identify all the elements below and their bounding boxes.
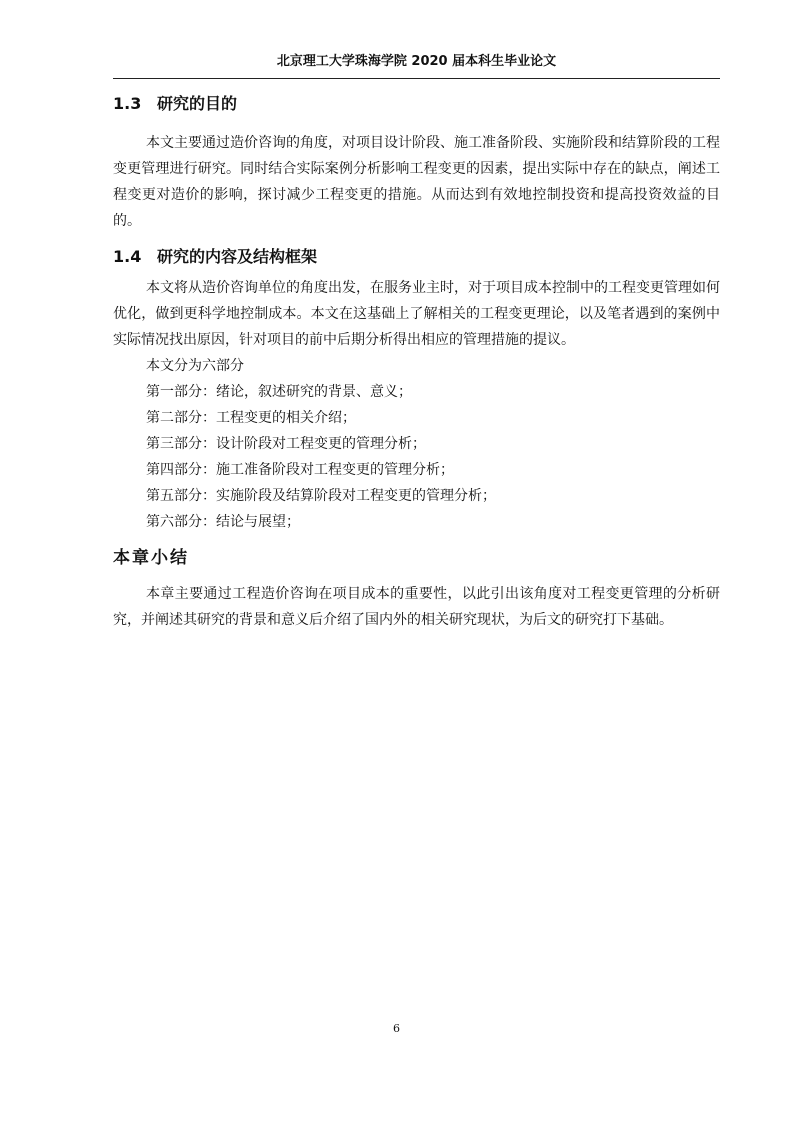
- list-item: 第三部分：设计阶段对工程变更的管理分析；: [146, 436, 426, 452]
- page-content: [113, 92, 720, 633]
- section-title: 研究的目的: [157, 94, 238, 113]
- section-paragraph: 本文主要通过造价咨询的角度，对项目设计阶段、施工准备阶段、实施阶段和结算阶段的工程变更管理进行研究。同时结合实际案例分析影响工程变更的因素，提出实际中存在的缺点，阐述工程变更对造价的影响，探讨减少工程变更的措施。从而达到有效地控制投资和提高投资效益的目的。: [113, 135, 720, 229]
- list-item: 第二部分：工程变更的相关介绍；: [146, 410, 356, 426]
- chapter-summary-heading: 本章小结: [113, 548, 189, 568]
- summary-paragraph: 本章主要通过工程造价咨询在项目成本的重要性，以此引出该角度对工程变更管理的分析研究，并阐述其研究的背景和意义后介绍了国内外的相关研究现状，为后文的研究打下基础。: [113, 586, 720, 628]
- section-title: 研究的内容及结构框架: [157, 247, 318, 266]
- section-number: 1.3: [113, 94, 142, 113]
- page-number: 6: [393, 1022, 400, 1035]
- section-heading-1-4: [113, 245, 720, 269]
- list-item: 第五部分：实施阶段及结算阶段对工程变更的管理分析；: [146, 488, 496, 504]
- section-number: 1.4: [113, 247, 142, 266]
- section-paragraph: 本文将从造价咨询单位的角度出发，在服务业主时，对于项目成本控制中的工程变更管理如何优化，做到更科学地控制成本。本文在这基础上了解相关的工程变更理论，以及笔者遇到的案例中实际情况找出原因，针对项目的前中后期分析得出相应的管理措施的提议。: [113, 280, 720, 348]
- list-item: 第一部分：绪论，叙述研究的背景、意义；: [146, 384, 412, 400]
- header-rule: [113, 78, 720, 79]
- list-item: 第四部分：施工准备阶段对工程变更的管理分析；: [146, 462, 454, 478]
- list-item: 第六部分：结论与展望；: [146, 514, 300, 530]
- section-heading-1-3: [113, 92, 720, 116]
- running-header: 北京理工大学珠海学院 2020 届本科生毕业论文: [276, 54, 557, 69]
- list-intro: 本文分为六部分: [146, 358, 244, 374]
